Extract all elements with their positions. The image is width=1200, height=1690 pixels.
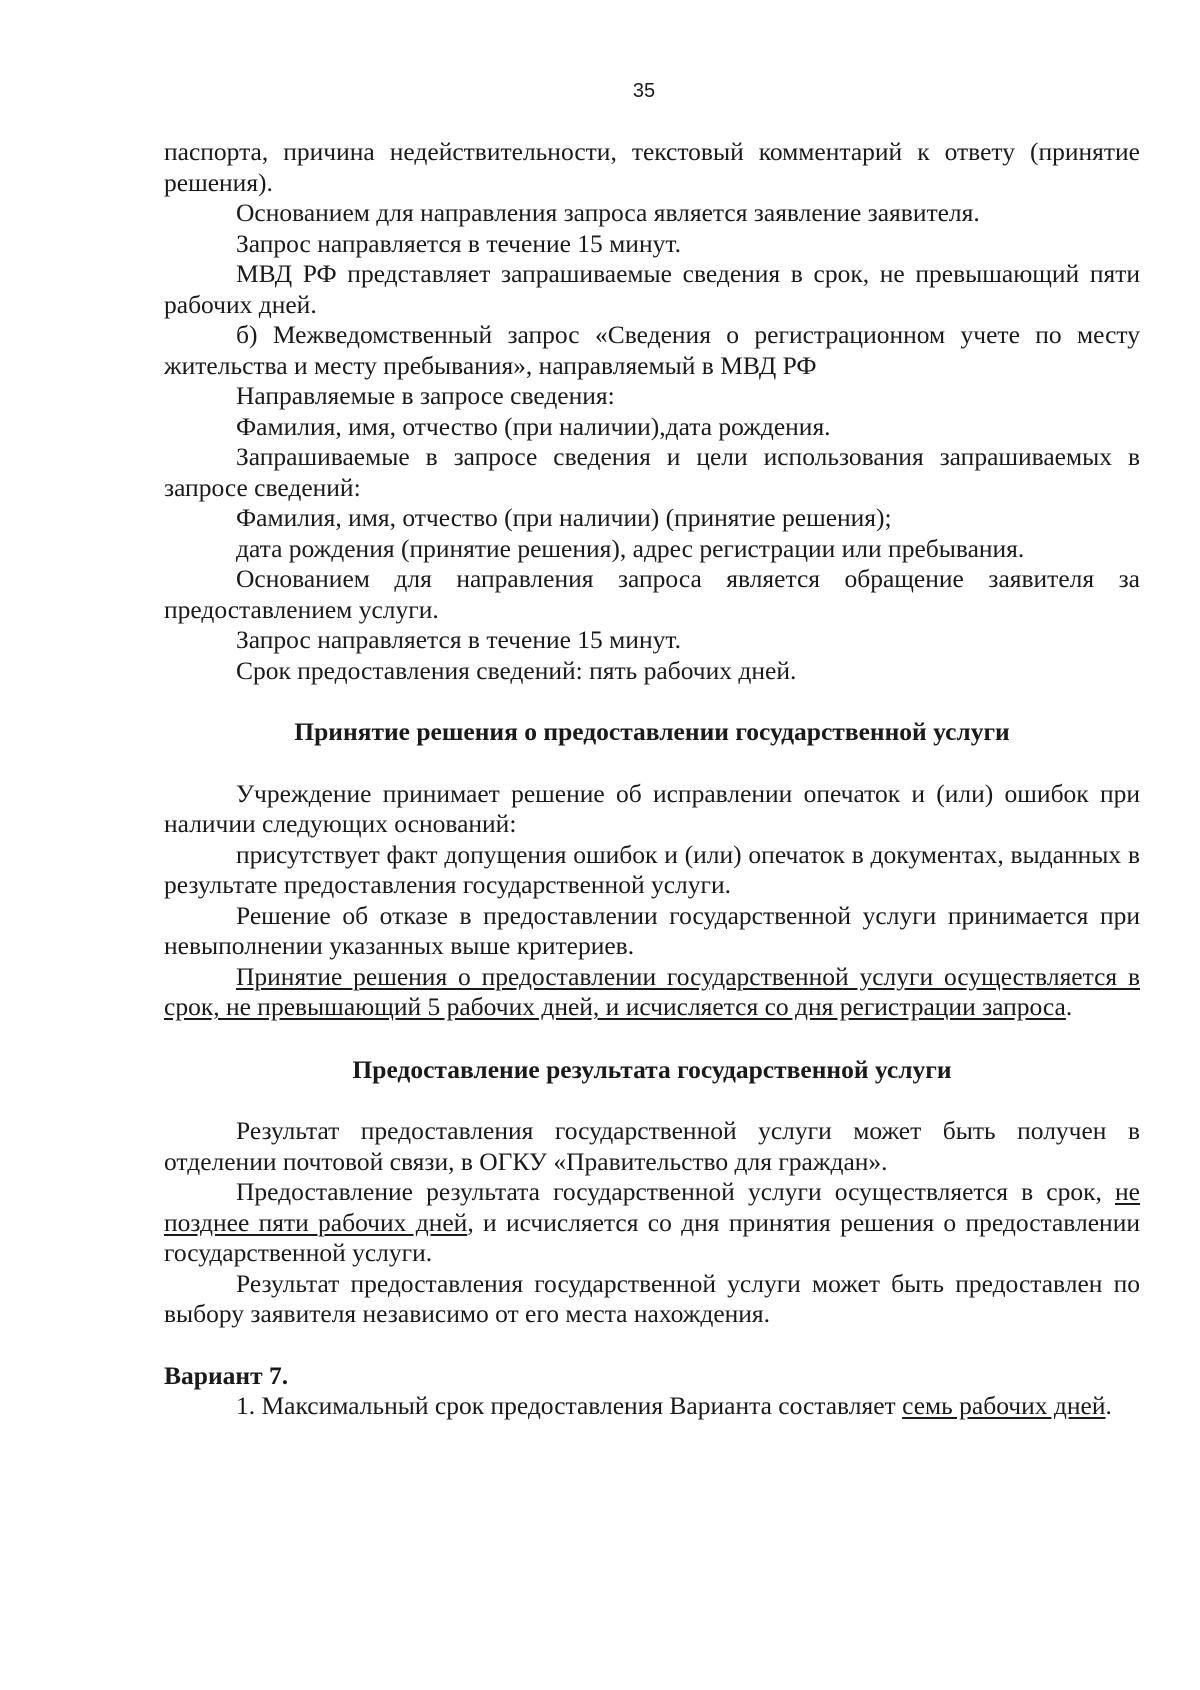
section-heading: Предоставление результата государственной услуги	[352, 1054, 952, 1084]
paragraph-end: .	[1105, 1391, 1112, 1420]
paragraph: МВД РФ представляет запрашиваемые сведения в срок, не превышающий пяти рабочих дней.	[164, 259, 1140, 319]
paragraph: паспорта, причина недействительности, текстовый комментарий к ответу (принятие решения).	[164, 137, 1140, 197]
paragraph: дата рождения (принятие решения), адрес регистрации или пребывания.	[236, 533, 1025, 563]
paragraph: Срок предоставления сведений: пять рабочих дней.	[236, 655, 797, 685]
paragraph: Учреждение принимает решение об исправлении опечаток и (или) ошибок при наличии следующих оснований:	[164, 778, 1140, 838]
variant-title: Вариант 7.	[164, 1360, 289, 1390]
paragraph-end: .	[1065, 992, 1073, 1021]
paragraph: Результат предоставления государственной услуги может быть получен в отделении почтовой связи, в ОГКУ «Правительство для граждан».	[164, 1116, 1140, 1176]
paragraph: Запрос направляется в течение 15 минут.	[236, 625, 681, 654]
paragraph: Запрос направляется в течение 15 минут.	[236, 228, 681, 258]
paragraph	[164, 1177, 1140, 1269]
paragraph: Решение об отказе в предоставлении государственной услуги принимается при невыполнении указанных выше критериев.	[164, 900, 1140, 960]
paragraph	[164, 1391, 1140, 1422]
paragraph-end: , и исчисляется со дня принятия решения о предоставлении государственной услуги.	[164, 1207, 1140, 1267]
page-number: 35	[632, 80, 656, 102]
paragraph: Результат предоставления государственной услуги может быть предоставлен по выбору заявителя независимо от его места нахождения.	[164, 1268, 1140, 1328]
paragraph	[164, 962, 1140, 1023]
paragraph: Запрашиваемые в запросе сведения и цели использования запрашиваемых в запросе сведений:	[164, 442, 1140, 502]
paragraph-start: 1. Максимальный срок предоставления Варианта составляет	[236, 1391, 903, 1420]
paragraph: Основанием для направления запроса является обращение заявителя за предоставлением услуги.	[164, 564, 1140, 624]
underlined-text: семь рабочих дней	[902, 1391, 1106, 1420]
paragraph: Основанием для направления запроса является заявление заявителя.	[236, 198, 980, 227]
paragraph: б) Межведомственный запрос «Сведения о регистрационном учете по месту жительства и месту пребывания», направляемый в МВД РФ	[164, 320, 1140, 380]
page-body	[164, 137, 1140, 1422]
paragraph: присутствует факт допущения ошибок и (или) опечаток в документах, выданных в результате предоставления государственной услуги.	[164, 839, 1140, 899]
section-heading: Принятие решения о предоставлении государственной услуги	[294, 717, 1010, 746]
paragraph: Фамилия, имя, отчество (при наличии) (принятие решения);	[236, 503, 892, 532]
underlined-text: Принятие решения о предоставлении государственной услуги осуществляется в срок, не превышающий 5 рабочих дней, и исчисляется со дня регистрации запроса	[164, 961, 1140, 1021]
paragraph: Фамилия, имя, отчество (при наличии),дата рождения.	[236, 411, 831, 441]
underlined-text: не позднее пяти рабочих дней	[164, 1177, 1140, 1237]
paragraph-start: Предоставление результата государственной услуги осуществляется в срок,	[236, 1177, 1116, 1206]
paragraph: Направляемые в запросе сведения:	[236, 381, 615, 410]
